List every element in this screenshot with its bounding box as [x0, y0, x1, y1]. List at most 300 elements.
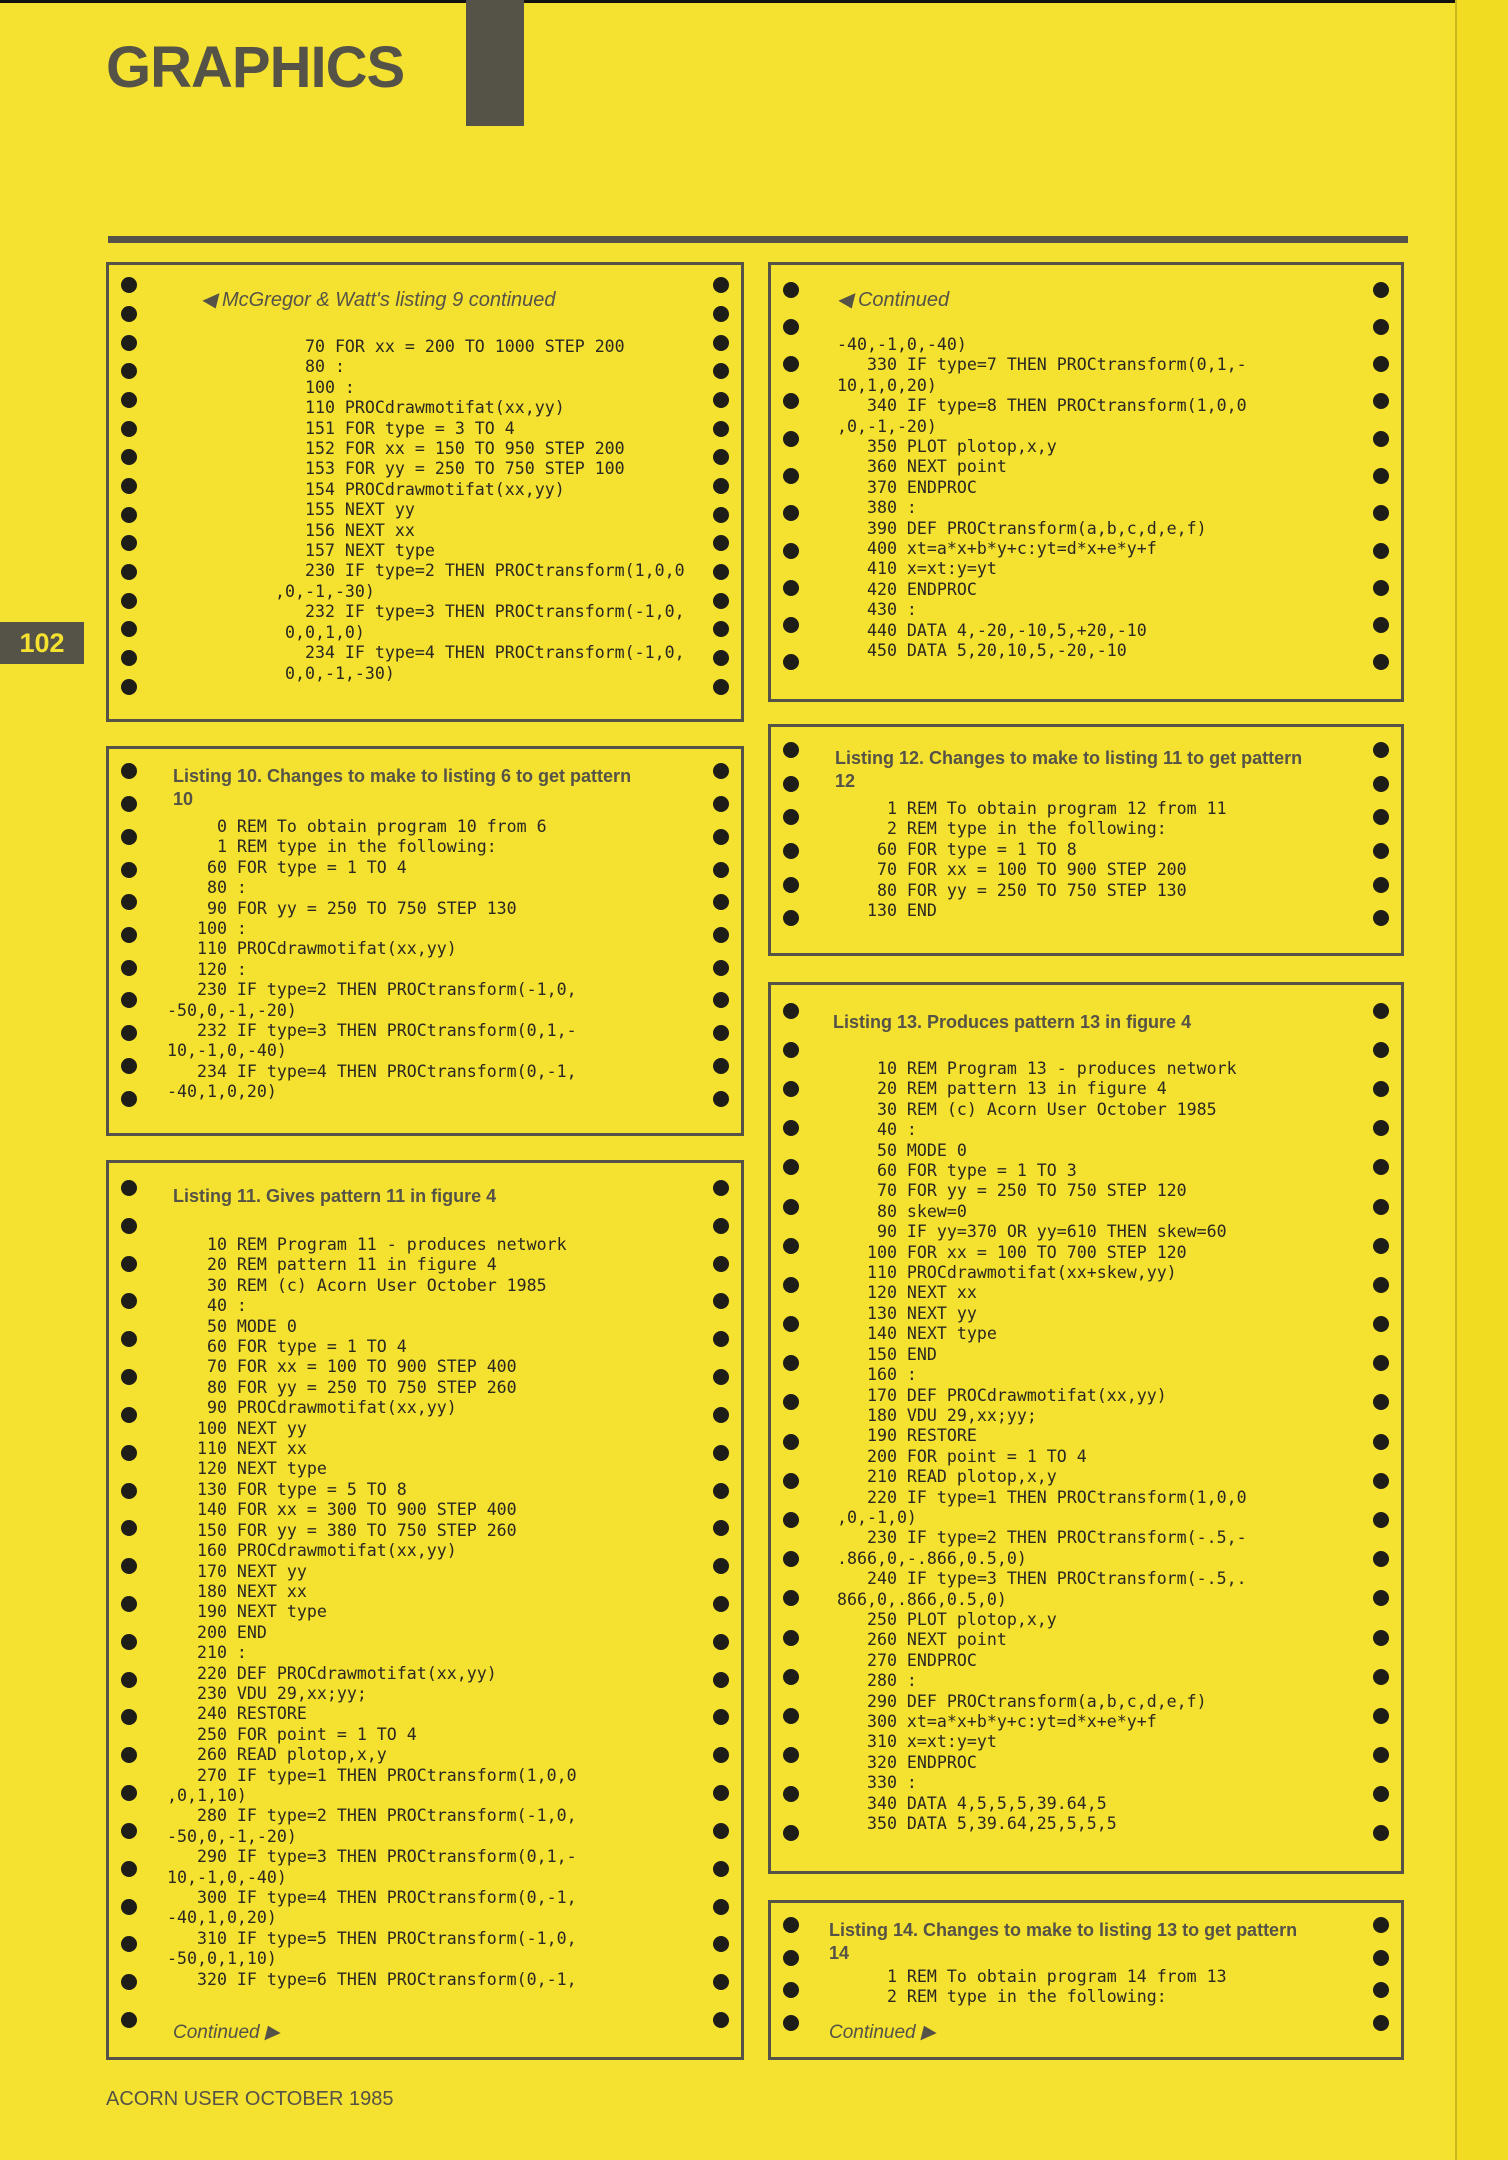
sprocket-hole [783, 319, 799, 335]
code-line: 270 ENDPROC [837, 1650, 977, 1670]
sprocket-hole [1373, 580, 1389, 596]
sprocket-hole [121, 1596, 137, 1612]
code-line: ,0,1,10) [167, 1785, 247, 1805]
sprocket-hole [121, 650, 137, 666]
sprocket-hole [713, 392, 729, 408]
sprocket-hole [1373, 1394, 1389, 1410]
code-line: 210 : [167, 1643, 247, 1663]
code-line: 100 : [275, 377, 355, 397]
sprocket-hole [713, 1025, 729, 1041]
sprocket-hole [783, 1950, 799, 1966]
sprocket-holes-right [1369, 1903, 1393, 2057]
sprocket-hole [1373, 356, 1389, 372]
code-line: 90 IF yy=370 OR yy=610 THEN skew=60 [837, 1222, 1227, 1242]
code-line: 350 PLOT plotop,x,y [837, 437, 1057, 457]
sprocket-hole [121, 564, 137, 580]
code-line: 300 IF type=4 THEN PROCtransform(0,-1, [167, 1888, 577, 1907]
code-line: 10 REM Program 13 - produces network [837, 1059, 1237, 1078]
sprocket-holes-right [709, 749, 733, 1133]
sprocket-hole [1373, 654, 1389, 670]
listing-caption: Listing 13. Produces pattern 13 in figure 4 [833, 1012, 1192, 1032]
listing-14-box [768, 1900, 1404, 2060]
sprocket-hole [713, 1407, 729, 1423]
sprocket-hole [713, 1369, 729, 1385]
sprocket-hole [121, 1520, 137, 1536]
code-line: 410 x=xt:y=yt [837, 559, 997, 579]
sprocket-hole [121, 1407, 137, 1423]
sprocket-hole [783, 1003, 799, 1019]
code-line: 80 FOR yy = 250 TO 750 STEP 260 [167, 1377, 517, 1397]
sprocket-hole [1373, 282, 1389, 298]
facing-page-edge [1455, 0, 1508, 2160]
code-line: 70 FOR xx = 100 TO 900 STEP 400 [167, 1357, 517, 1377]
sprocket-hole [783, 2015, 799, 2031]
sprocket-hole [1373, 742, 1389, 758]
sprocket-hole [713, 478, 729, 494]
code-line: 2 REM type in the following: [837, 819, 1167, 839]
sprocket-hole [713, 277, 729, 293]
sprocket-hole [783, 1316, 799, 1332]
code-line: 50 MODE 0 [837, 1140, 967, 1160]
sprocket-hole [1373, 1590, 1389, 1606]
sprocket-hole [783, 505, 799, 521]
code-line: 110 PROCdrawmotifat(xx+skew,yy) [837, 1263, 1177, 1283]
code-line: 120 NEXT xx [837, 1283, 977, 1303]
page-footer: ACORN USER OCTOBER 1985 [106, 2088, 394, 2110]
sprocket-hole [121, 679, 137, 695]
sprocket-hole [1373, 1630, 1389, 1646]
sprocket-holes-left [117, 749, 141, 1133]
code-line: 120 : [167, 959, 247, 979]
sprocket-hole [713, 1672, 729, 1688]
code-line: 180 NEXT xx [167, 1581, 307, 1601]
sprocket-holes-left [117, 1163, 141, 2057]
sprocket-hole [121, 1709, 137, 1725]
header-tab-block [466, 0, 524, 126]
sprocket-hole [783, 1238, 799, 1254]
sprocket-hole [1373, 505, 1389, 521]
sprocket-hole [783, 1512, 799, 1528]
code-line: 390 DEF PROCtransform(a,b,c,d,e,f) [837, 518, 1207, 538]
code-line: 80 : [275, 357, 345, 377]
sprocket-hole [121, 507, 137, 523]
code-line: 350 DATA 5,39.64,25,5,5,5 [837, 1814, 1117, 1834]
sprocket-hole [713, 1709, 729, 1725]
sprocket-hole [713, 449, 729, 465]
header-rule [108, 236, 1408, 243]
code-line: 20 REM pattern 13 in figure 4 [837, 1079, 1167, 1099]
sprocket-hole [1373, 1316, 1389, 1332]
sprocket-hole [713, 1899, 729, 1915]
code-line: 1 REM To obtain program 14 from 13 [837, 1967, 1227, 1986]
code-line: 230 IF type=2 THEN PROCtransform(1,0,0 [275, 561, 685, 581]
code-line: 30 REM (c) Acorn User October 1985 [167, 1275, 547, 1295]
sprocket-hole [1373, 1277, 1389, 1293]
sprocket-hole [1373, 843, 1389, 859]
code-line: 340 DATA 4,5,5,5,39.64,5 [837, 1793, 1107, 1813]
sprocket-hole [713, 1293, 729, 1309]
code-line: 80 : [167, 878, 247, 898]
listing-9-continued-box [106, 262, 744, 722]
code-line: 330 IF type=7 THEN PROCtransform(0,1,- [837, 355, 1247, 375]
sprocket-hole [1373, 468, 1389, 484]
sprocket-hole [713, 1747, 729, 1763]
code-line: 200 END [167, 1622, 267, 1642]
sprocket-holes-left [779, 985, 803, 1871]
sprocket-hole [713, 2012, 729, 2028]
sprocket-hole [121, 277, 137, 293]
code-line: .866,0,-.866,0.5,0) [837, 1548, 1027, 1568]
code-line: 260 NEXT point [837, 1630, 1007, 1650]
sprocket-hole [713, 679, 729, 695]
listing-caption: ◀ McGregor & Watt's listing 9 continued [201, 289, 556, 311]
code-line: 320 ENDPROC [837, 1752, 977, 1772]
sprocket-hole [783, 1747, 799, 1763]
code-line: 0,0,1,0) [275, 622, 365, 642]
sprocket-hole [1373, 543, 1389, 559]
sprocket-holes-right [709, 265, 733, 719]
code-line: 100 : [167, 919, 247, 939]
code-line: 130 FOR type = 5 TO 8 [167, 1479, 407, 1499]
sprocket-hole [783, 1042, 799, 1058]
code-line: 1 REM type in the following: [167, 837, 497, 857]
code-listing [837, 335, 1247, 662]
sprocket-hole [713, 1331, 729, 1347]
code-line: 310 x=xt:y=yt [837, 1732, 997, 1752]
sprocket-hole [121, 449, 137, 465]
code-line: 2 REM type in the following: [837, 1987, 1167, 2007]
sprocket-hole [783, 1590, 799, 1606]
sprocket-hole [783, 809, 799, 825]
sprocket-hole [783, 468, 799, 484]
continued-listing-box [768, 262, 1404, 702]
code-line: 190 NEXT type [167, 1602, 327, 1622]
code-line: ,0,-1,-20) [837, 416, 937, 436]
sprocket-hole [1373, 1669, 1389, 1685]
code-listing [275, 337, 685, 684]
sprocket-hole [121, 478, 137, 494]
code-line: 10,1,0,20) [837, 375, 937, 395]
sprocket-hole [121, 421, 137, 437]
code-line: 280 : [837, 1671, 917, 1691]
sprocket-hole [783, 282, 799, 298]
sprocket-hole [713, 862, 729, 878]
sprocket-holes-right [1369, 265, 1393, 699]
sprocket-hole [1373, 776, 1389, 792]
code-listing [167, 817, 577, 1103]
sprocket-hole [121, 335, 137, 351]
sprocket-hole [1373, 910, 1389, 926]
sprocket-hole [1373, 1473, 1389, 1489]
code-line: 310 IF type=5 THEN PROCtransform(-1,0, [167, 1928, 577, 1948]
sprocket-hole [1373, 1747, 1389, 1763]
sprocket-hole [121, 1899, 137, 1915]
code-line: -50,0,-1,-20) [167, 1000, 297, 1020]
code-line: 230 IF type=2 THEN PROCtransform(-1,0, [167, 980, 577, 1000]
listing-12-box [768, 724, 1404, 956]
code-line: 210 READ plotop,x,y [837, 1467, 1057, 1487]
sprocket-hole [1373, 2015, 1389, 2031]
code-line: 1 REM To obtain program 12 from 11 [837, 799, 1227, 818]
sprocket-hole [713, 1180, 729, 1196]
sprocket-hole [783, 1669, 799, 1685]
sprocket-hole [783, 1551, 799, 1567]
sprocket-hole [121, 1634, 137, 1650]
sprocket-hole [783, 1982, 799, 1998]
code-line: 380 : [837, 498, 917, 518]
code-line: 100 FOR xx = 100 TO 700 STEP 120 [837, 1242, 1187, 1262]
sprocket-hole [783, 1355, 799, 1371]
listing-caption: Listing 12. Changes to make to listing 11 to get pattern 12 [835, 748, 1303, 791]
sprocket-hole [1373, 1708, 1389, 1724]
sprocket-hole [713, 1483, 729, 1499]
code-line: 156 NEXT xx [275, 520, 415, 540]
code-line: 330 : [837, 1773, 917, 1793]
sprocket-hole [783, 1825, 799, 1841]
sprocket-hole [1373, 319, 1389, 335]
sprocket-hole [121, 1025, 137, 1041]
top-border-line [0, 0, 1460, 3]
code-line: -40,1,0,20) [167, 1908, 277, 1928]
sprocket-hole [1373, 1120, 1389, 1136]
sprocket-hole [121, 894, 137, 910]
sprocket-hole [783, 1159, 799, 1175]
code-line: 360 NEXT point [837, 457, 1007, 477]
continued-label: Continued ▶ [829, 2022, 936, 2043]
sprocket-hole [121, 2012, 137, 2028]
code-line: 280 IF type=2 THEN PROCtransform(-1,0, [167, 1806, 577, 1826]
sprocket-holes-left [779, 727, 803, 953]
code-line: 250 PLOT plotop,x,y [837, 1609, 1057, 1629]
listing-caption: Listing 11. Gives pattern 11 in figure 4 [173, 1186, 497, 1206]
listing-caption: Listing 10. Changes to make to listing 6 to get pattern 10 [173, 766, 632, 809]
continued-label: Continued ▶ [173, 2022, 280, 2043]
sprocket-hole [713, 796, 729, 812]
sprocket-hole [121, 392, 137, 408]
code-line: 153 FOR yy = 250 TO 750 STEP 100 [275, 459, 625, 479]
code-line: 430 : [837, 600, 917, 620]
sprocket-hole [121, 862, 137, 878]
code-line: 160 : [837, 1365, 917, 1385]
sprocket-hole [121, 1483, 137, 1499]
code-line: 230 VDU 29,xx;yy; [167, 1683, 367, 1703]
code-line: -40,-1,0,-40) [837, 335, 967, 354]
code-line: 110 PROCdrawmotifat(xx,yy) [275, 398, 565, 418]
sprocket-hole [1373, 809, 1389, 825]
sprocket-hole [713, 363, 729, 379]
sprocket-hole [1373, 1917, 1389, 1933]
sprocket-hole [1373, 1238, 1389, 1254]
code-line: 250 FOR point = 1 TO 4 [167, 1724, 417, 1744]
sprocket-hole [783, 580, 799, 596]
code-line: 190 RESTORE [837, 1426, 977, 1446]
sprocket-hole [1373, 877, 1389, 893]
sprocket-hole [121, 1974, 137, 1990]
code-line: 290 DEF PROCtransform(a,b,c,d,e,f) [837, 1691, 1207, 1711]
sprocket-hole [783, 742, 799, 758]
sprocket-hole [1373, 1982, 1389, 1998]
sprocket-hole [121, 621, 137, 637]
sprocket-hole [1373, 1825, 1389, 1841]
sprocket-hole [713, 1091, 729, 1107]
code-line: 130 END [837, 901, 937, 921]
sprocket-hole [1373, 1434, 1389, 1450]
sprocket-hole [121, 960, 137, 976]
sprocket-hole [783, 776, 799, 792]
sprocket-hole [121, 927, 137, 943]
code-listing [837, 1059, 1247, 1834]
listing-10-box [106, 746, 744, 1136]
code-line: 40 : [167, 1296, 247, 1316]
code-line: 140 FOR xx = 300 TO 900 STEP 400 [167, 1500, 517, 1520]
sprocket-hole [783, 393, 799, 409]
sprocket-hole [121, 1558, 137, 1574]
sprocket-hole [1373, 1199, 1389, 1215]
sprocket-hole [121, 796, 137, 812]
sprocket-hole [713, 535, 729, 551]
code-line: 200 FOR point = 1 TO 4 [837, 1446, 1087, 1466]
code-line: 440 DATA 4,-20,-10,5,+20,-10 [837, 620, 1147, 640]
sprocket-hole [1373, 1512, 1389, 1528]
sprocket-hole [783, 617, 799, 633]
code-line: 157 NEXT type [275, 541, 435, 561]
sprocket-hole [783, 356, 799, 372]
sprocket-hole [713, 763, 729, 779]
sprocket-hole [121, 1180, 137, 1196]
sprocket-hole [783, 1394, 799, 1410]
code-line: 320 IF type=6 THEN PROCtransform(0,-1, [167, 1969, 577, 1989]
sprocket-hole [1373, 1786, 1389, 1802]
code-line: 154 PROCdrawmotifat(xx,yy) [275, 479, 565, 499]
sprocket-hole [713, 1558, 729, 1574]
code-line: 70 FOR xx = 200 TO 1000 STEP 200 [275, 337, 625, 356]
sprocket-hole [783, 1708, 799, 1724]
sprocket-hole [713, 1861, 729, 1877]
code-line: 0 REM To obtain program 10 from 6 [167, 817, 547, 836]
code-line: 20 REM pattern 11 in figure 4 [167, 1255, 497, 1275]
sprocket-hole [713, 992, 729, 1008]
code-line: 170 NEXT yy [167, 1561, 307, 1581]
sprocket-hole [1373, 393, 1389, 409]
code-line: 60 FOR type = 1 TO 8 [837, 839, 1077, 859]
sprocket-hole [121, 1785, 137, 1801]
code-line: 232 IF type=3 THEN PROCtransform(-1,0, [275, 602, 685, 622]
sprocket-hole [713, 1520, 729, 1536]
sprocket-hole [121, 1293, 137, 1309]
code-line: 240 RESTORE [167, 1704, 307, 1724]
code-line: ,0,-1,-30) [275, 581, 375, 601]
sprocket-holes-right [1369, 985, 1393, 1871]
sprocket-hole [783, 1630, 799, 1646]
sprocket-holes-left [779, 1903, 803, 2057]
sprocket-hole [121, 1256, 137, 1272]
code-line: ,0,-1,0) [837, 1507, 917, 1527]
sprocket-hole [713, 1634, 729, 1650]
code-line: 10 REM Program 11 - produces network [167, 1235, 567, 1254]
sprocket-hole [121, 535, 137, 551]
code-line: 170 DEF PROCdrawmotifat(xx,yy) [837, 1385, 1167, 1405]
code-line: 450 DATA 5,20,10,5,-20,-10 [837, 641, 1127, 661]
sprocket-hole [783, 843, 799, 859]
sprocket-hole [121, 992, 137, 1008]
code-line: 90 PROCdrawmotifat(xx,yy) [167, 1398, 457, 1418]
code-line: 150 FOR yy = 380 TO 750 STEP 260 [167, 1520, 517, 1540]
sprocket-hole [783, 431, 799, 447]
code-listing [167, 1235, 577, 1990]
sprocket-hole [783, 1277, 799, 1293]
sprocket-hole [1373, 1081, 1389, 1097]
code-line: 270 IF type=1 THEN PROCtransform(1,0,0 [167, 1765, 577, 1785]
code-line: 300 xt=a*x+b*y+c:yt=d*x+e*y+f [837, 1712, 1157, 1731]
code-line: 110 NEXT xx [167, 1439, 307, 1459]
sprocket-hole [783, 543, 799, 559]
code-line: 90 FOR yy = 250 TO 750 STEP 130 [167, 898, 517, 918]
sprocket-hole [713, 421, 729, 437]
code-line: -40,1,0,20) [167, 1082, 277, 1102]
sprocket-holes-right [709, 1163, 733, 2057]
sprocket-hole [713, 829, 729, 845]
code-line: 152 FOR xx = 150 TO 950 STEP 200 [275, 439, 625, 459]
sprocket-hole [713, 1785, 729, 1801]
code-line: 120 NEXT type [167, 1459, 327, 1479]
sprocket-hole [713, 306, 729, 322]
sprocket-hole [121, 1091, 137, 1107]
sprocket-hole [713, 1974, 729, 1990]
code-line: 160 PROCdrawmotifat(xx,yy) [167, 1541, 457, 1561]
sprocket-hole [783, 877, 799, 893]
sprocket-hole [713, 1218, 729, 1234]
code-line: 290 IF type=3 THEN PROCtransform(0,1,- [167, 1847, 577, 1867]
code-line: 220 DEF PROCdrawmotifat(xx,yy) [167, 1663, 497, 1683]
sprocket-hole [783, 654, 799, 670]
code-line: -50,0,1,10) [167, 1949, 277, 1969]
sprocket-hole [121, 593, 137, 609]
sprocket-hole [783, 1199, 799, 1215]
sprocket-hole [121, 1747, 137, 1763]
code-line: 10,-1,0,-40) [167, 1867, 287, 1887]
sprocket-hole [121, 363, 137, 379]
sprocket-hole [783, 1473, 799, 1489]
sprocket-hole [121, 1218, 137, 1234]
listing-caption: ◀ Continued [837, 289, 950, 311]
sprocket-hole [1373, 1950, 1389, 1966]
sprocket-hole [713, 650, 729, 666]
code-line: 30 REM (c) Acorn User October 1985 [837, 1099, 1217, 1119]
code-line: 340 IF type=8 THEN PROCtransform(1,0,0 [837, 396, 1247, 416]
sprocket-hole [1373, 1003, 1389, 1019]
listing-13-box [768, 982, 1404, 1874]
code-line: 140 NEXT type [837, 1324, 997, 1344]
sprocket-hole [713, 1445, 729, 1461]
sprocket-holes-right [1369, 727, 1393, 953]
code-line: 151 FOR type = 3 TO 4 [275, 418, 515, 438]
sprocket-hole [783, 1081, 799, 1097]
sprocket-hole [121, 306, 137, 322]
sprocket-hole [121, 1936, 137, 1952]
sprocket-hole [1373, 1042, 1389, 1058]
code-line: 40 : [837, 1120, 917, 1140]
sprocket-hole [121, 829, 137, 845]
sprocket-hole [713, 1256, 729, 1272]
code-line: 70 FOR yy = 250 TO 750 STEP 120 [837, 1181, 1187, 1201]
sprocket-hole [1373, 1159, 1389, 1175]
sprocket-hole [121, 1861, 137, 1877]
sprocket-hole [783, 1786, 799, 1802]
code-line: 260 READ plotop,x,y [167, 1745, 387, 1765]
sprocket-hole [713, 1823, 729, 1839]
sprocket-hole [783, 1434, 799, 1450]
sprocket-hole [783, 1917, 799, 1933]
